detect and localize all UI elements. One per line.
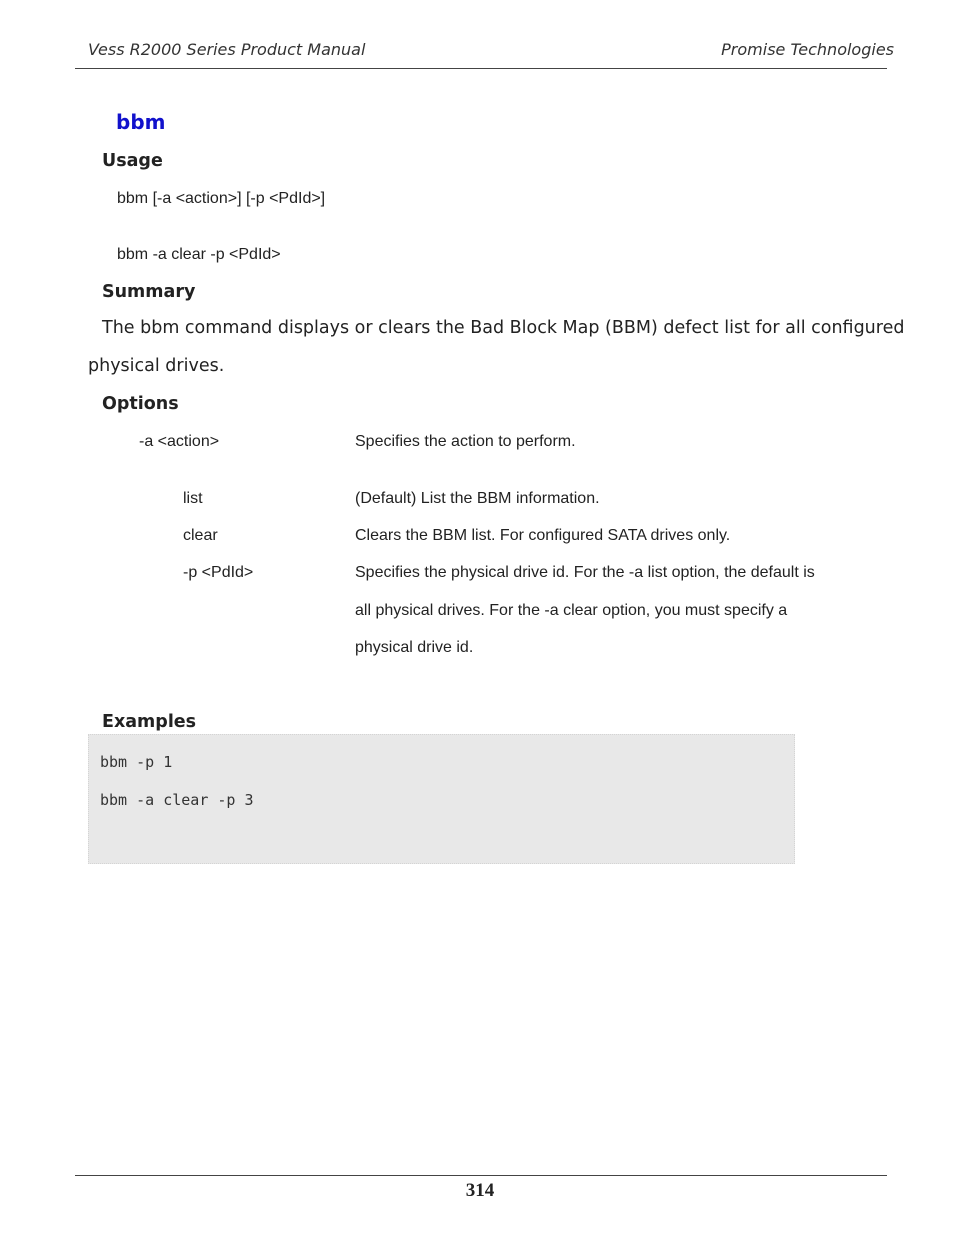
option-name-list: list	[183, 490, 203, 507]
option-name-action: -a <action>	[139, 433, 220, 450]
option-desc-pdid-cont-1: all physical drives. For the -a clear option, you must specify a	[355, 602, 788, 619]
usage-heading: Usage	[102, 151, 163, 171]
summary-line-2: physical drives.	[88, 356, 225, 376]
option-desc-clear: Clears the BBM list. For configured SATA drives only.	[355, 527, 731, 544]
option-name-clear: clear	[183, 527, 218, 544]
option-desc-pdid: Specifies the physical drive id. For the -a list option, the default is	[355, 564, 815, 581]
options-heading: Options	[102, 394, 179, 414]
option-desc-action: Specifies the action to perform.	[355, 433, 576, 450]
examples-heading: Examples	[102, 712, 197, 732]
usage-line-2: bbm -a clear -p <PdId>	[117, 246, 281, 263]
footer-rule	[75, 1175, 887, 1176]
header-rule	[75, 68, 887, 69]
running-header-company: Promise Technologies	[721, 40, 894, 59]
example-line-1: bbm -p 1	[100, 753, 173, 771]
summary-line-1: The bbm command displays or clears the Bad Block Map (BBM) defect list for all configured	[102, 318, 905, 338]
running-header-title: Vess R2000 Series Product Manual	[88, 40, 366, 59]
usage-line-1: bbm [-a <action>] [-p <PdId>]	[117, 190, 326, 207]
option-desc-pdid-cont-2: physical drive id.	[355, 639, 474, 656]
example-code-box	[88, 734, 795, 864]
option-name-pdid: -p <PdId>	[183, 564, 254, 581]
page-number: 314	[465, 1180, 495, 1201]
option-desc-list: (Default) List the BBM information.	[355, 490, 600, 507]
command-title: bbm	[116, 110, 166, 134]
example-line-2: bbm -a clear -p 3	[100, 791, 254, 809]
summary-heading: Summary	[102, 282, 196, 302]
